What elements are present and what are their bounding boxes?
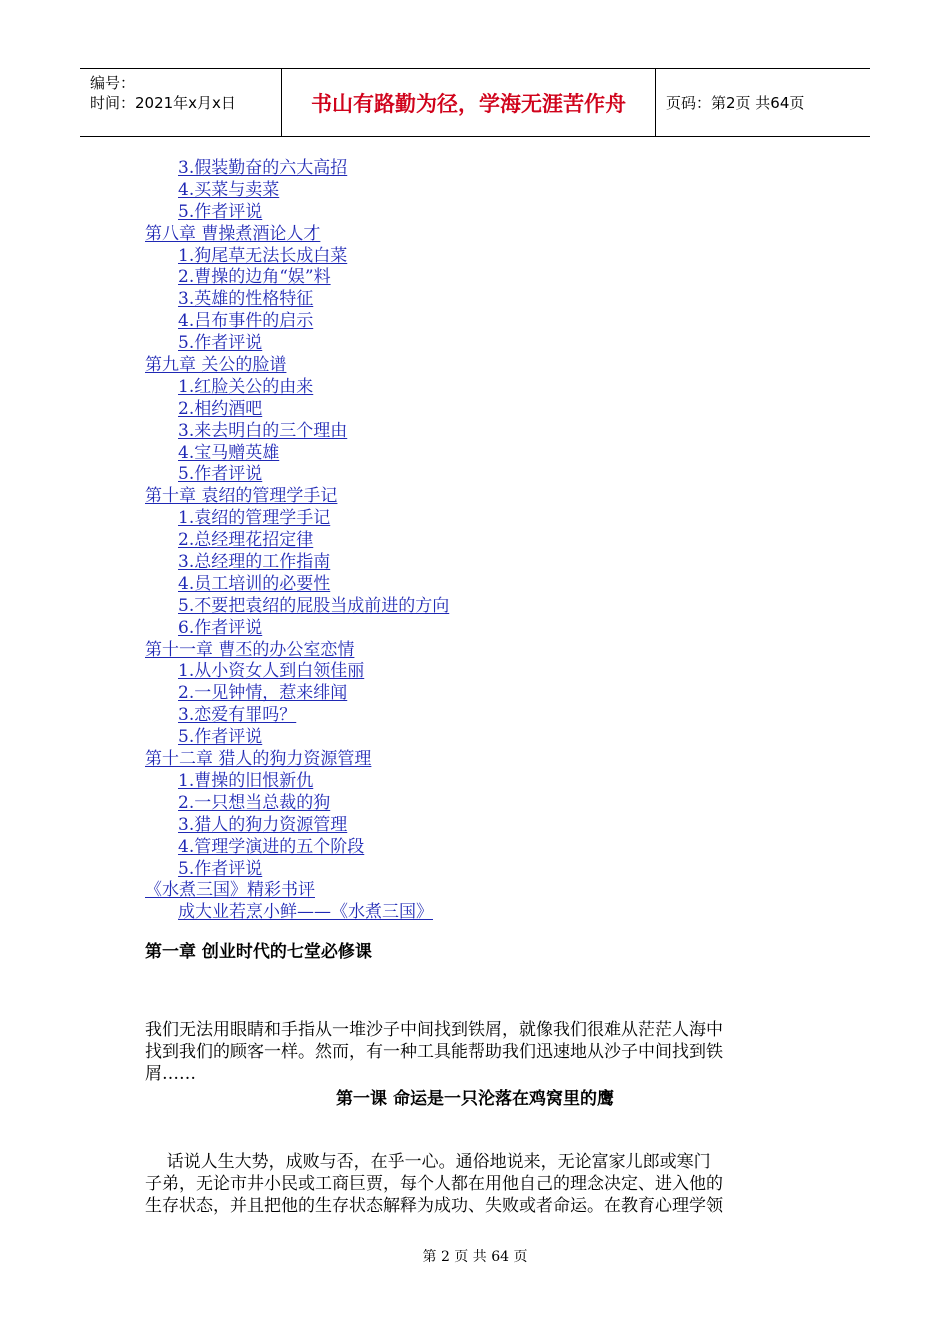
toc-link-text[interactable]: 第八章 曹操煮酒论人才 xyxy=(145,223,321,244)
toc-section-link[interactable] xyxy=(145,202,825,224)
chapter-title: 第一章 创业时代的七堂必修课 xyxy=(145,942,372,962)
paragraph-line: 找到我们的顾客一样。然而，有一种工具能帮助我们迅速地从沙子中间找到铁 xyxy=(145,1042,723,1062)
toc-link-text[interactable]: 5.作者评说 xyxy=(178,858,263,879)
toc-link-text[interactable]: 3.猎人的狗力资源管理 xyxy=(178,814,348,835)
toc-section-link[interactable] xyxy=(145,464,825,486)
paragraph-line: 生存状态，并且把他的生存状态解释为成功、失败或者命运。在教育心理学领 xyxy=(145,1196,723,1216)
toc-section-link[interactable] xyxy=(145,267,825,289)
toc-section-link[interactable] xyxy=(145,508,825,530)
lesson-paragraph xyxy=(145,1151,805,1217)
toc-link-text[interactable]: 5.作者评说 xyxy=(178,201,263,222)
header-page-info: 页码：第2页 共64页 xyxy=(666,94,805,112)
toc-section-link[interactable] xyxy=(145,771,825,793)
toc-section-link[interactable] xyxy=(145,180,825,202)
toc-link-text[interactable]: 4.员工培训的必要性 xyxy=(178,573,331,594)
time-label: 时间：2021年x月x日 xyxy=(90,94,236,112)
toc-section-link[interactable] xyxy=(145,837,825,859)
toc-link-text[interactable]: 3.来去明白的三个理由 xyxy=(178,420,348,441)
toc-link-text[interactable]: 4.管理学演进的五个阶段 xyxy=(178,836,365,857)
toc-section-link[interactable] xyxy=(145,618,825,640)
toc-link-text[interactable]: 4.吕布事件的启示 xyxy=(178,311,314,332)
toc-link-text[interactable]: 1.从小资女人到白领佳丽 xyxy=(178,661,365,682)
paragraph-line: 我们无法用眼睛和手指从一堆沙子中间找到铁屑，就像我们很难从茫茫人海中 xyxy=(145,1020,723,1040)
toc-link-text[interactable]: 2.一见钟情，惹来绯闻 xyxy=(178,683,348,704)
toc-section-link[interactable] xyxy=(145,574,825,596)
toc-link-text[interactable]: 2.一只想当总裁的狗 xyxy=(178,792,331,813)
paragraph-line: 屑…… xyxy=(145,1064,196,1084)
toc-section-link[interactable] xyxy=(145,793,825,815)
toc-section-link[interactable] xyxy=(145,246,825,268)
toc-section-link[interactable] xyxy=(145,377,825,399)
toc-section-link[interactable] xyxy=(145,289,825,311)
toc-link-text[interactable]: 第十章 袁绍的管理学手记 xyxy=(145,486,338,507)
toc-section-link[interactable] xyxy=(145,815,825,837)
toc-section-link[interactable] xyxy=(145,705,825,727)
toc-link-text[interactable]: 成大业若烹小鲜——《水煮三国》 xyxy=(178,902,433,923)
header-divider xyxy=(655,69,656,136)
toc-link-text[interactable]: 2.总经理花招定律 xyxy=(178,530,314,551)
toc-link-text[interactable]: 3.英雄的性格特征 xyxy=(178,289,314,310)
toc-section-link[interactable] xyxy=(145,859,825,881)
page-footer: 第 2 页 共 64 页 xyxy=(422,1249,528,1265)
toc-section-link[interactable] xyxy=(145,311,825,333)
table-of-contents xyxy=(145,158,825,924)
toc-link-text[interactable]: 3.总经理的工作指南 xyxy=(178,552,331,573)
toc-link-text[interactable]: 5.不要把袁绍的屁股当成前进的方向 xyxy=(178,595,450,616)
toc-section-link[interactable] xyxy=(145,596,825,618)
toc-link-text[interactable]: 第九章 关公的脸谱 xyxy=(145,355,287,376)
toc-link-text[interactable]: 1.曹操的旧恨新仇 xyxy=(178,770,314,791)
header-motto: 书山有路勤为径，学海无涯苦作舟 xyxy=(311,91,626,116)
lesson-title: 第一课 命运是一只沦落在鸡窝里的鹰 xyxy=(336,1089,614,1109)
intro-paragraph xyxy=(145,1019,805,1085)
toc-section-link[interactable] xyxy=(145,661,825,683)
toc-section-link[interactable] xyxy=(145,530,825,552)
toc-chapter-link[interactable] xyxy=(145,355,825,377)
toc-section-link[interactable] xyxy=(145,333,825,355)
toc-link-text[interactable]: 1.红脸关公的由来 xyxy=(178,376,314,397)
toc-link-text[interactable]: 3.恋爱有罪吗？ xyxy=(178,705,297,726)
toc-link-text[interactable]: 5.作者评说 xyxy=(178,464,263,485)
toc-link-text[interactable]: 2.相约酒吧 xyxy=(178,398,263,419)
toc-chapter-link[interactable] xyxy=(145,749,825,771)
toc-chapter-link[interactable] xyxy=(145,224,825,246)
toc-link-text[interactable]: 第十一章 曹丕的办公室恋情 xyxy=(145,639,355,660)
toc-section-link[interactable] xyxy=(145,552,825,574)
toc-section-link[interactable] xyxy=(145,683,825,705)
page-header xyxy=(80,68,870,137)
toc-chapter-link[interactable] xyxy=(145,880,825,902)
toc-link-text[interactable]: 4.宝马赠英雄 xyxy=(178,442,280,463)
toc-chapter-link[interactable] xyxy=(145,640,825,662)
toc-link-text[interactable]: 第十二章 猎人的狗力资源管理 xyxy=(145,749,372,770)
toc-link-text[interactable]: 5.作者评说 xyxy=(178,727,263,748)
toc-link-text[interactable]: 1.狗尾草无法长成白菜 xyxy=(178,245,348,266)
toc-link-text[interactable]: 《水煮三国》精彩书评 xyxy=(145,880,315,901)
toc-section-link[interactable] xyxy=(145,421,825,443)
toc-link-text[interactable]: 2.曹操的边角“娱”料 xyxy=(178,267,331,288)
paragraph-line: 子弟，无论市井小民或工商巨贾，每个人都在用他自己的理念决定、进入他的 xyxy=(145,1174,723,1194)
toc-link-text[interactable]: 3.假装勤奋的六大高招 xyxy=(178,158,348,178)
serial-label: 编号： xyxy=(90,74,136,92)
toc-section-link[interactable] xyxy=(145,727,825,749)
toc-link-text[interactable]: 4.买菜与卖菜 xyxy=(178,179,280,200)
toc-link-text[interactable]: 6.作者评说 xyxy=(178,617,263,638)
toc-chapter-link[interactable] xyxy=(145,486,825,508)
paragraph-line: 话说人生大势，成败与否，在乎一心。通俗地说来，无论富家儿郎或寒门 xyxy=(145,1152,711,1172)
toc-link-text[interactable]: 5.作者评说 xyxy=(178,333,263,354)
toc-section-link[interactable] xyxy=(145,443,825,465)
toc-section-link[interactable] xyxy=(145,399,825,421)
toc-link-text[interactable]: 1.袁绍的管理学手记 xyxy=(178,508,331,529)
header-meta xyxy=(90,73,280,113)
toc-section-link[interactable] xyxy=(145,902,825,924)
toc-section-link[interactable] xyxy=(145,158,825,180)
